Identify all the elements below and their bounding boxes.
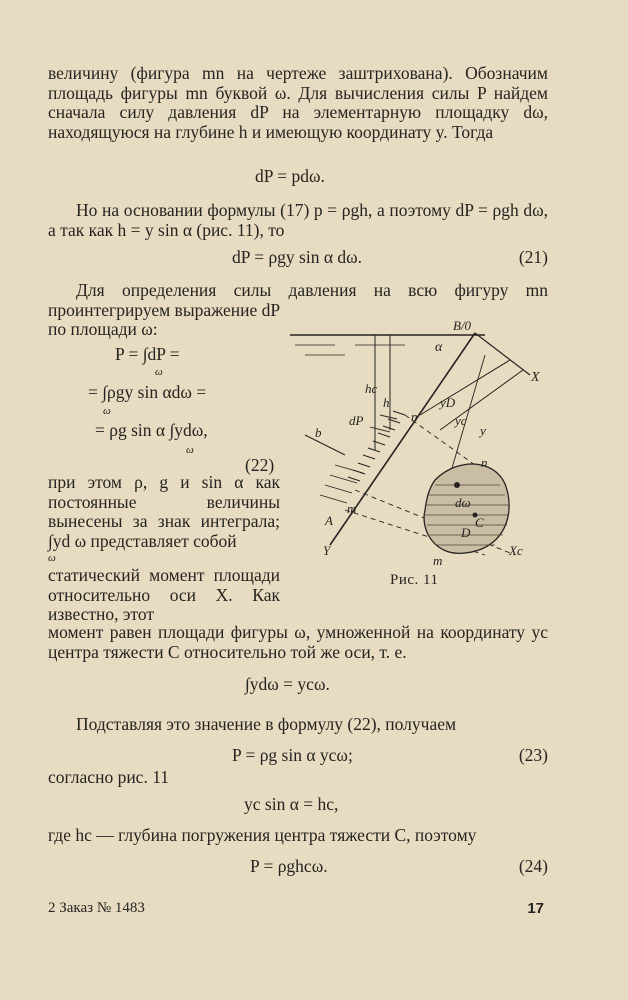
integral-subscript-2: ω [103,405,111,417]
formula-yc-sin: yc sin α = hc, [244,794,339,814]
equation-number-24: (24) [518,856,548,876]
paragraph-4: при этом ρ, g и sin α как постоянные величины вынесены за знак интеграла; ∫yd ω представляет собой [48,472,280,551]
formula-22a: P = ∫dP = [115,344,180,364]
paragraph-7: Подставляя это значение в формулу (22), получаем [76,714,457,734]
fig-label-yD: yD [440,395,456,410]
footer-order: 2 Заказ № 1483 [48,900,145,916]
formula-dP: dP = pdω. [255,166,325,186]
equation-number-22: (22) [245,455,275,475]
paragraph-6: момент равен площади фигуры ω, умноженной на координату yc центра тяжести C относительно той же оси, т. е. [48,622,548,662]
paragraph-1: величину (фигура mn на чертеже заштрихована). Обозначим площадь фигуры mn буквой ω. Для вычисления силы P найдем сначала силу давления dP на элементарную площадку dω, находящуюся на глубине h и имеющую координату y. Тогда [48,63,548,142]
fig-label-D: D [461,525,471,540]
formula-23: P = ρg sin α ycω; [232,745,353,765]
paragraph-9: где hc — глубина погружения центра тяжести C, поэтому [48,825,477,845]
fig-label-alpha: α [435,340,443,355]
equation-number-21: (21) [518,247,548,267]
paragraph-3b: по площади ω: [48,319,158,339]
fig-label-C: C [475,515,484,530]
fig-label-B0: B/0 [453,318,472,333]
paragraph-2: Но на основании формулы (17) p = ρgh, а поэтому dP = ρgh dω, а так как h = y sin α (рис. 11), то [48,200,548,240]
figure-caption: Рис. 11 [390,572,439,588]
integral-subscript-1: ω [155,366,163,378]
formula-integral-yc: ∫ydω = ycω. [245,674,330,694]
formula-21: dP = ρgy sin α dω. [232,247,363,267]
formula-22b: = ∫ρgy sin αdω = [88,382,207,402]
integral-subscript-3: ω [186,444,194,456]
fig-label-b: b [315,425,322,440]
fig-label-n2: n [481,455,488,470]
fig-label-y: y [480,423,486,438]
fig-label-yc: yc [455,413,467,428]
page-number: 17 [527,900,544,917]
fig-label-X: X [531,370,540,385]
paragraph-8: согласно рис. 11 [48,767,170,787]
paragraph-3: Для определения силы давления на всю фигуру mn проинтегрируем выражение dP [48,280,548,320]
formula-24: P = ρghcω. [250,856,328,876]
fig-label-dP: dP [349,413,364,428]
fig-label-Xc: Xc [509,543,523,558]
fig-label-h: h [383,395,390,410]
figure-11 [285,315,555,570]
fig-label-m2: m [433,553,443,568]
fig-label-Y: Y [323,543,331,558]
paragraph-5: статический момент площади относительно оси X. Как известно, этот [48,565,280,624]
fig-label-m1: m [347,501,357,516]
integral-subscript-4: ω [48,552,56,564]
fig-label-dw: dω [455,495,471,510]
fig-label-n1: n [411,409,418,424]
formula-22c: = ρg sin α ∫ydω, [95,420,208,440]
equation-number-23: (23) [518,745,548,765]
fig-label-A: A [325,513,333,528]
fig-label-hc: hc [365,381,378,396]
